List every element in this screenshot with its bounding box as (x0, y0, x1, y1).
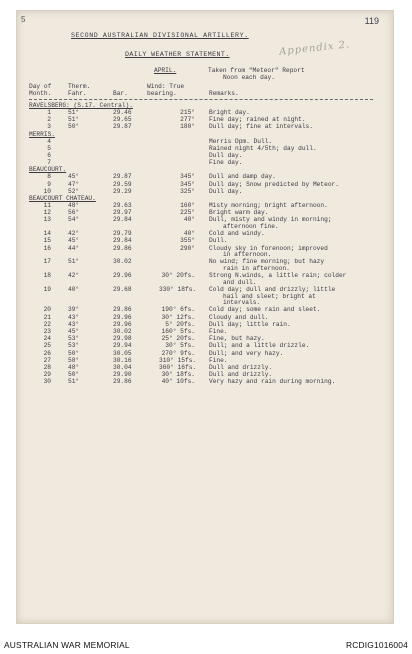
bar-cell: 29.63 (113, 202, 132, 209)
wind-cell: 40° 10fs. (161, 378, 195, 386)
section-heading: BEAUCOURT CHATEAU. (29, 195, 96, 202)
bar-cell: 29.59 (113, 180, 132, 188)
bar-cell: 29.86 (113, 378, 132, 386)
remarks-cell: intervals. (223, 299, 261, 307)
corner-mark: 5 (21, 15, 26, 24)
remarks-cell: Dull, misty and windy in morning; (209, 216, 332, 224)
day-cell: 29 (43, 371, 51, 379)
day-cell: 23 (43, 328, 51, 335)
remarks-cell: Bright day. (209, 109, 250, 116)
therm-cell: 54° (68, 216, 80, 224)
bar-cell: 29.86 (113, 244, 132, 252)
therm-cell: 51° (68, 116, 80, 124)
bar-cell: 29.87 (113, 123, 132, 131)
document-title: SECOND AUSTRALIAN DIVISIONAL ARTILLERY. (71, 32, 249, 39)
table-row (17, 124, 393, 131)
remarks-cell: Strong N.winds, a little rain; colder (209, 272, 347, 280)
table-row (17, 307, 393, 314)
remarks-cell: Rained night 4/5th; day dull. (209, 144, 317, 152)
table-row (17, 379, 393, 386)
therm-cell: 42° (68, 272, 80, 280)
remarks-cell: Fine day; rained at night. (209, 116, 306, 124)
wind-cell: 310° 15fs. (159, 356, 197, 364)
day-cell: 10 (43, 187, 51, 195)
remarks-cell: in afternoon. (223, 251, 272, 259)
table-row (17, 216, 393, 230)
table-row (17, 160, 393, 167)
wind-cell: 5° 20fs. (165, 320, 195, 328)
month-label: APRIL. (154, 67, 177, 74)
section-heading: BEAUCOURT. (29, 166, 67, 174)
day-cell: 20 (43, 306, 51, 314)
bar-cell: 29.86 (113, 306, 132, 314)
day-cell: 17 (43, 258, 51, 266)
therm-cell: 40° (68, 286, 80, 293)
remarks-cell: Dull; and very hazy. (209, 349, 284, 357)
bar-cell: 29.87 (113, 173, 132, 181)
remarks-cell: No wind; fine morning; but hazy (209, 258, 325, 266)
day-cell: 21 (43, 313, 51, 321)
remarks-cell: Dull; and a little drizzle. (209, 342, 310, 350)
therm-cell: 45° (68, 173, 80, 181)
remarks-cell: Dull and drizzly. (209, 364, 273, 371)
bar-cell: 30.16 (113, 356, 132, 364)
bar-cell: 29.46 (113, 109, 132, 116)
bar-cell: 29.97 (113, 209, 132, 217)
bar-cell: 30.02 (113, 258, 132, 266)
day-cell: 25 (43, 342, 51, 350)
therm-cell: 50° (68, 123, 80, 131)
remarks-cell: Dull. (209, 237, 228, 245)
remarks-cell: Cloudy and dull. (209, 313, 269, 321)
day-cell: 5 (47, 144, 51, 152)
remarks-cell: Fine, but hazy. (209, 335, 265, 343)
table-row (17, 343, 393, 350)
table-row (17, 174, 393, 181)
remarks-cell: afternoon fine. (223, 222, 279, 230)
wind-cell: 190° 6fs. (161, 306, 195, 314)
therm-cell: 53° (68, 342, 80, 350)
table-row (17, 139, 393, 146)
day-cell: 11 (43, 202, 51, 209)
therm-cell: 52° (68, 187, 80, 195)
remarks-cell: rain in afternoon. (223, 264, 290, 272)
wind-cell: 330° 18fs. (159, 286, 197, 293)
bar-cell: 29.79 (113, 230, 132, 238)
wind-cell: 270° 9fs. (161, 349, 195, 357)
remarks-cell: and dull. (223, 278, 257, 286)
wind-cell: 40° (183, 230, 195, 238)
therm-cell: 50° (68, 349, 80, 357)
bar-cell: 29.96 (113, 320, 132, 328)
therm-cell: 43° (68, 313, 80, 321)
day-cell: 1 (47, 109, 51, 116)
day-cell: 4 (47, 137, 51, 145)
day-cell: 12 (43, 209, 51, 217)
wind-cell: 345° (180, 173, 195, 181)
therm-cell: 48° (68, 364, 80, 371)
document-subtitle: DAILY WEATHER STATEMENT. (125, 51, 230, 58)
remarks-cell: Cold and windy. (209, 230, 265, 238)
remarks-cell: Fine. (209, 328, 228, 335)
remarks-cell: Bright warm day. (209, 209, 269, 217)
remarks-cell: Dull and drizzly. (209, 371, 273, 379)
therm-cell: 50° (68, 371, 80, 379)
bar-cell: 29.84 (113, 216, 132, 224)
column-header-bar: Bar. (113, 90, 128, 97)
day-cell: 2 (47, 116, 51, 124)
therm-cell: 45° (68, 328, 80, 335)
day-cell: 27 (43, 356, 51, 364)
therm-cell: 56° (68, 209, 80, 217)
document-page (16, 10, 394, 624)
wind-cell: 290° (180, 244, 195, 252)
bar-cell: 29.96 (113, 313, 132, 321)
table-row (17, 244, 393, 259)
pencil-annotation: Appendix 2. (278, 39, 351, 58)
therm-cell: 48° (68, 202, 80, 209)
footer-record-id: RCDIG1016004 (346, 640, 408, 650)
wind-cell: 25° 20fs. (161, 335, 195, 343)
remarks-cell: Dull day; little rain. (209, 320, 291, 328)
source-line-2: Noon each day. (223, 74, 275, 81)
day-cell: 15 (43, 237, 51, 245)
column-header-day: Day of Month. (29, 83, 52, 97)
therm-cell: 51° (68, 109, 80, 116)
wind-cell: 360° 16fs. (159, 364, 197, 371)
bar-cell: 29.94 (113, 342, 132, 350)
section-heading: RAVELSBERG: (S.17. Central). (29, 102, 133, 109)
table-row (17, 146, 393, 153)
day-cell: 6 (47, 152, 51, 159)
therm-cell: 42° (68, 230, 80, 238)
wind-cell: 355° (180, 237, 195, 245)
table-row (17, 286, 393, 307)
remarks-cell: Dull and damp day. (209, 173, 276, 181)
day-cell: 24 (43, 335, 51, 343)
bar-cell: 30.05 (113, 349, 132, 357)
bar-cell: 29.65 (113, 116, 132, 124)
remarks-cell: Cold day; some rain and sleet. (209, 306, 321, 314)
therm-cell: 51° (68, 258, 80, 266)
therm-cell: 58° (68, 356, 80, 364)
bar-cell: 29.98 (113, 335, 132, 343)
remarks-cell: Dull day; fine at intervals. (209, 123, 313, 131)
day-cell: 7 (47, 159, 51, 167)
therm-cell: 45° (68, 237, 80, 245)
wind-cell: 30° 20fs. (161, 272, 195, 280)
day-cell: 8 (47, 173, 51, 181)
remarks-cell: Fine. (209, 356, 228, 364)
remarks-cell: Very hazy and rain during morning. (209, 378, 336, 386)
day-cell: 14 (43, 230, 51, 238)
therm-cell: 43° (68, 320, 80, 328)
bar-cell: 30.02 (113, 328, 132, 335)
wind-cell: 345° (180, 180, 195, 188)
day-cell: 13 (43, 216, 51, 224)
table-row (17, 258, 393, 272)
therm-cell: 47° (68, 180, 80, 188)
wind-cell: 277° (180, 116, 195, 124)
wind-cell: 160° (180, 202, 195, 209)
footer-archive-name: AUSTRALIAN WAR MEMORIAL (4, 640, 130, 650)
section-heading: MERRIS. (29, 130, 55, 138)
remarks-cell: Cloudy sky in forenoon; improved (209, 244, 328, 252)
day-cell: 18 (43, 272, 51, 280)
remarks-cell: Dull day; Snow predicted by Meteor. (209, 180, 339, 188)
wind-cell: 40° (183, 216, 195, 224)
remarks-cell: hail and sleet; bright at (223, 292, 316, 300)
source-line-1: Taken from "Meteor" Report (208, 67, 305, 74)
page-number: 119 (364, 16, 379, 26)
table-row (17, 238, 393, 245)
bar-cell: 29.29 (113, 187, 132, 195)
column-header-remarks: Remarks. (209, 90, 239, 97)
day-cell: 26 (43, 349, 51, 357)
wind-cell: 180° (180, 123, 195, 131)
remarks-cell: Dull day. (209, 152, 243, 159)
wind-cell: 325° (180, 187, 195, 195)
bar-cell: 29.90 (113, 371, 132, 379)
therm-cell: 53° (68, 335, 80, 343)
bar-cell: 30.04 (113, 364, 132, 371)
day-cell: 30 (43, 378, 51, 386)
remarks-cell: Misty morning; bright afternoon. (209, 202, 328, 209)
day-cell: 28 (43, 364, 51, 371)
day-cell: 19 (43, 286, 51, 293)
table-row (17, 272, 393, 286)
wind-cell: 30° 5fs. (165, 342, 195, 350)
therm-cell: 51° (68, 378, 80, 386)
column-header-therm: Therm. Fahr. (68, 83, 91, 97)
day-cell: 9 (47, 180, 51, 188)
wind-cell: 30° 12fs. (161, 313, 195, 321)
wind-cell: 215° (180, 109, 195, 116)
remarks-cell: Merris Dpm. Dull. (209, 137, 273, 145)
bar-cell: 29.84 (113, 237, 132, 245)
header-rule (29, 99, 373, 100)
therm-cell: 39° (68, 306, 80, 314)
bar-cell: 29.68 (113, 286, 132, 293)
remarks-cell: Dull day. (209, 187, 243, 195)
wind-cell: 225° (180, 209, 195, 217)
remarks-cell: Fine day. (209, 159, 243, 167)
therm-cell: 44° (68, 244, 80, 252)
table-row (17, 153, 393, 160)
day-cell: 16 (43, 244, 51, 252)
remarks-cell: Cold day; dull and drizzly; little (209, 286, 336, 293)
column-header-wind: Wind: True bearing. (147, 83, 185, 97)
day-cell: 22 (43, 320, 51, 328)
day-cell: 3 (47, 123, 51, 131)
wind-cell: 30° 18fs. (161, 371, 195, 379)
wind-cell: 160° 5fs. (161, 328, 195, 335)
bar-cell: 29.96 (113, 272, 132, 280)
